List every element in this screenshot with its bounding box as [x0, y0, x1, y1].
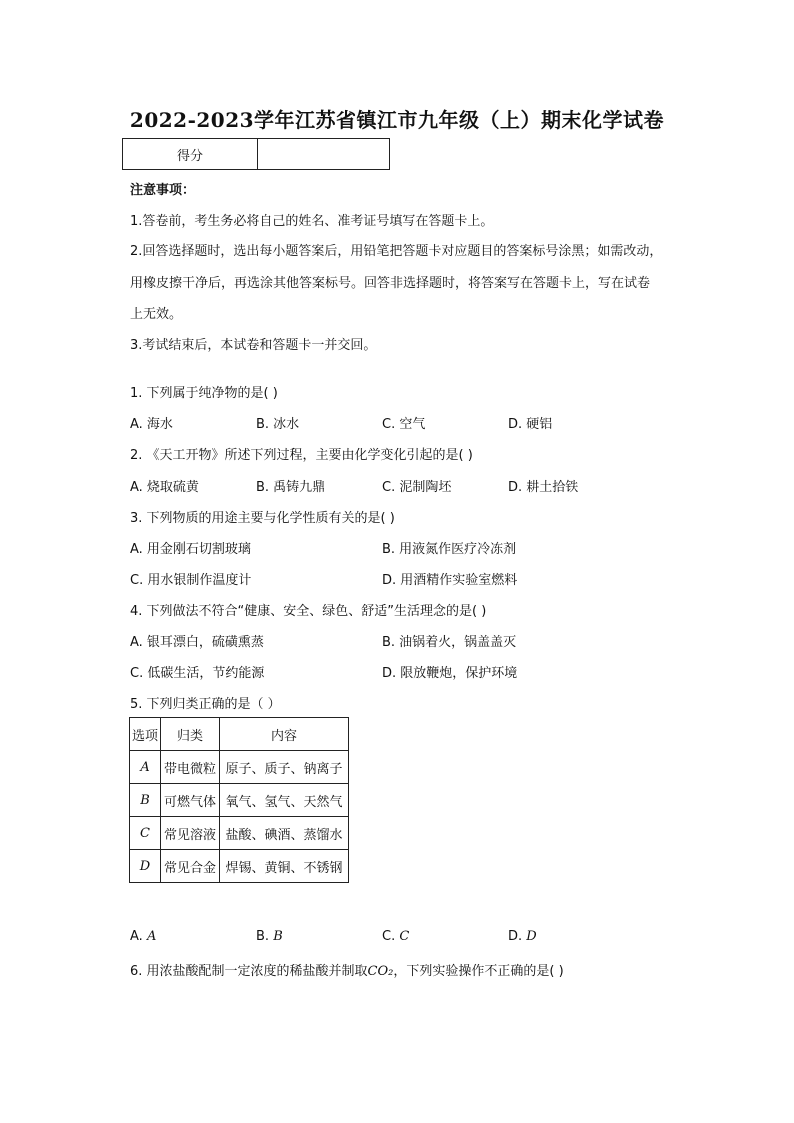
note-line: 1.答卷前，考生务必将自己的姓名、准考证号填写在答题卡上。	[130, 214, 494, 229]
question-2-stem: 2. 《天工开物》所述下列过程，主要由化学变化引起的是( )	[130, 448, 473, 463]
option-letter: B	[273, 929, 283, 944]
q5-option-c[interactable]	[382, 929, 409, 944]
q4-option-c[interactable]: C. 低碳生活，节约能源	[130, 666, 265, 681]
stem-prefix: 6. 用浓盐酸配制一定浓度的稀盐酸并制取	[130, 964, 368, 979]
table-cell: 盐酸、碘酒、蒸馏水	[220, 817, 349, 850]
q3-option-b[interactable]: B. 用液氮作医疗冷冻剂	[382, 542, 517, 557]
question-4-stem: 4. 下列做法不符合“健康、安全、绿色、舒适”生活理念的是( )	[130, 604, 487, 619]
table-row	[130, 784, 349, 817]
notes-heading: 注意事项：	[130, 183, 196, 198]
table-header-row	[130, 718, 349, 751]
table-cell: 带电微粒	[161, 751, 220, 784]
table-cell: D	[130, 850, 161, 883]
note-line: 上无效。	[130, 307, 183, 322]
q2-option-c[interactable]: C. 泥制陶坯	[382, 480, 452, 495]
table-cell: 焊锡、黄铜、不锈钢	[220, 850, 349, 883]
question-3-stem: 3. 下列物质的用途主要与化学性质有关的是( )	[130, 511, 395, 526]
page-title: 2022-2023学年江苏省镇江市九年级（上）期末化学试卷	[129, 108, 665, 132]
classification-table	[129, 717, 349, 883]
option-letter: C	[399, 929, 410, 944]
table-header: 选项	[130, 718, 161, 751]
option-label: A.	[130, 929, 147, 944]
question-1-stem: 1. 下列属于纯净物的是( )	[130, 386, 278, 401]
table-cell: 常见合金	[161, 850, 220, 883]
score-value[interactable]	[258, 139, 390, 170]
question-6-stem	[130, 960, 564, 979]
q5-option-a[interactable]	[130, 929, 156, 944]
option-label: D.	[508, 929, 527, 944]
q4-option-b[interactable]: B. 油锅着火，锅盖盖灭	[382, 635, 517, 650]
q3-option-c[interactable]: C. 用水银制作温度计	[130, 573, 252, 588]
note-line: 用橡皮擦干净后，再选涂其他答案标号。回答非选择题时，将答案写在答题卡上，写在试卷	[130, 276, 651, 291]
q1-option-c[interactable]: C. 空气	[382, 417, 426, 432]
q4-option-a[interactable]: A. 银耳漂白，硫磺熏蒸	[130, 635, 264, 650]
table-row	[130, 850, 349, 883]
score-box	[122, 138, 390, 170]
q5-option-b[interactable]	[256, 929, 283, 944]
q2-option-b[interactable]: B. 禹铸九鼎	[256, 480, 326, 495]
formula-co2: CO₂	[367, 964, 394, 979]
table-cell: B	[130, 784, 161, 817]
table-row	[130, 817, 349, 850]
q4-option-d[interactable]: D. 限放鞭炮，保护环境	[382, 666, 518, 681]
table-header: 内容	[220, 718, 349, 751]
q1-option-b[interactable]: B. 冰水	[256, 417, 300, 432]
note-line: 2.回答选择题时，选出每小题答案后，用铅笔把答题卡对应题目的答案标号涂黑；如需改动，	[130, 244, 663, 259]
option-label: B.	[256, 929, 274, 944]
question-5-stem: 5. 下列归类正确的是（ ）	[130, 697, 281, 712]
table-cell: 可燃气体	[161, 784, 220, 817]
q3-option-d[interactable]: D. 用酒精作实验室燃料	[382, 573, 518, 588]
q2-option-d[interactable]: D. 耕土拾铁	[508, 480, 579, 495]
table-cell: A	[130, 751, 161, 784]
score-label: 得分	[123, 139, 258, 170]
q3-option-a[interactable]: A. 用金刚石切割玻璃	[130, 542, 251, 557]
q5-option-d[interactable]	[508, 929, 537, 944]
table-header: 归类	[161, 718, 220, 751]
stem-suffix: ，下列实验操作不正确的是( )	[393, 964, 564, 979]
table-cell: 常见溶液	[161, 817, 220, 850]
q1-option-d[interactable]: D. 硬铝	[508, 417, 553, 432]
q1-option-a[interactable]: A. 海水	[130, 417, 173, 432]
table-cell: 氧气、氢气、天然气	[220, 784, 349, 817]
table-cell: 原子、质子、钠离子	[220, 751, 349, 784]
option-label: C.	[382, 929, 400, 944]
table-row	[130, 751, 349, 784]
note-line: 3.考试结束后，本试卷和答题卡一并交回。	[130, 338, 377, 353]
q2-option-a[interactable]: A. 烧取硫黄	[130, 480, 199, 495]
option-letter: D	[526, 929, 537, 944]
table-cell: C	[130, 817, 161, 850]
option-letter: A	[146, 929, 157, 944]
